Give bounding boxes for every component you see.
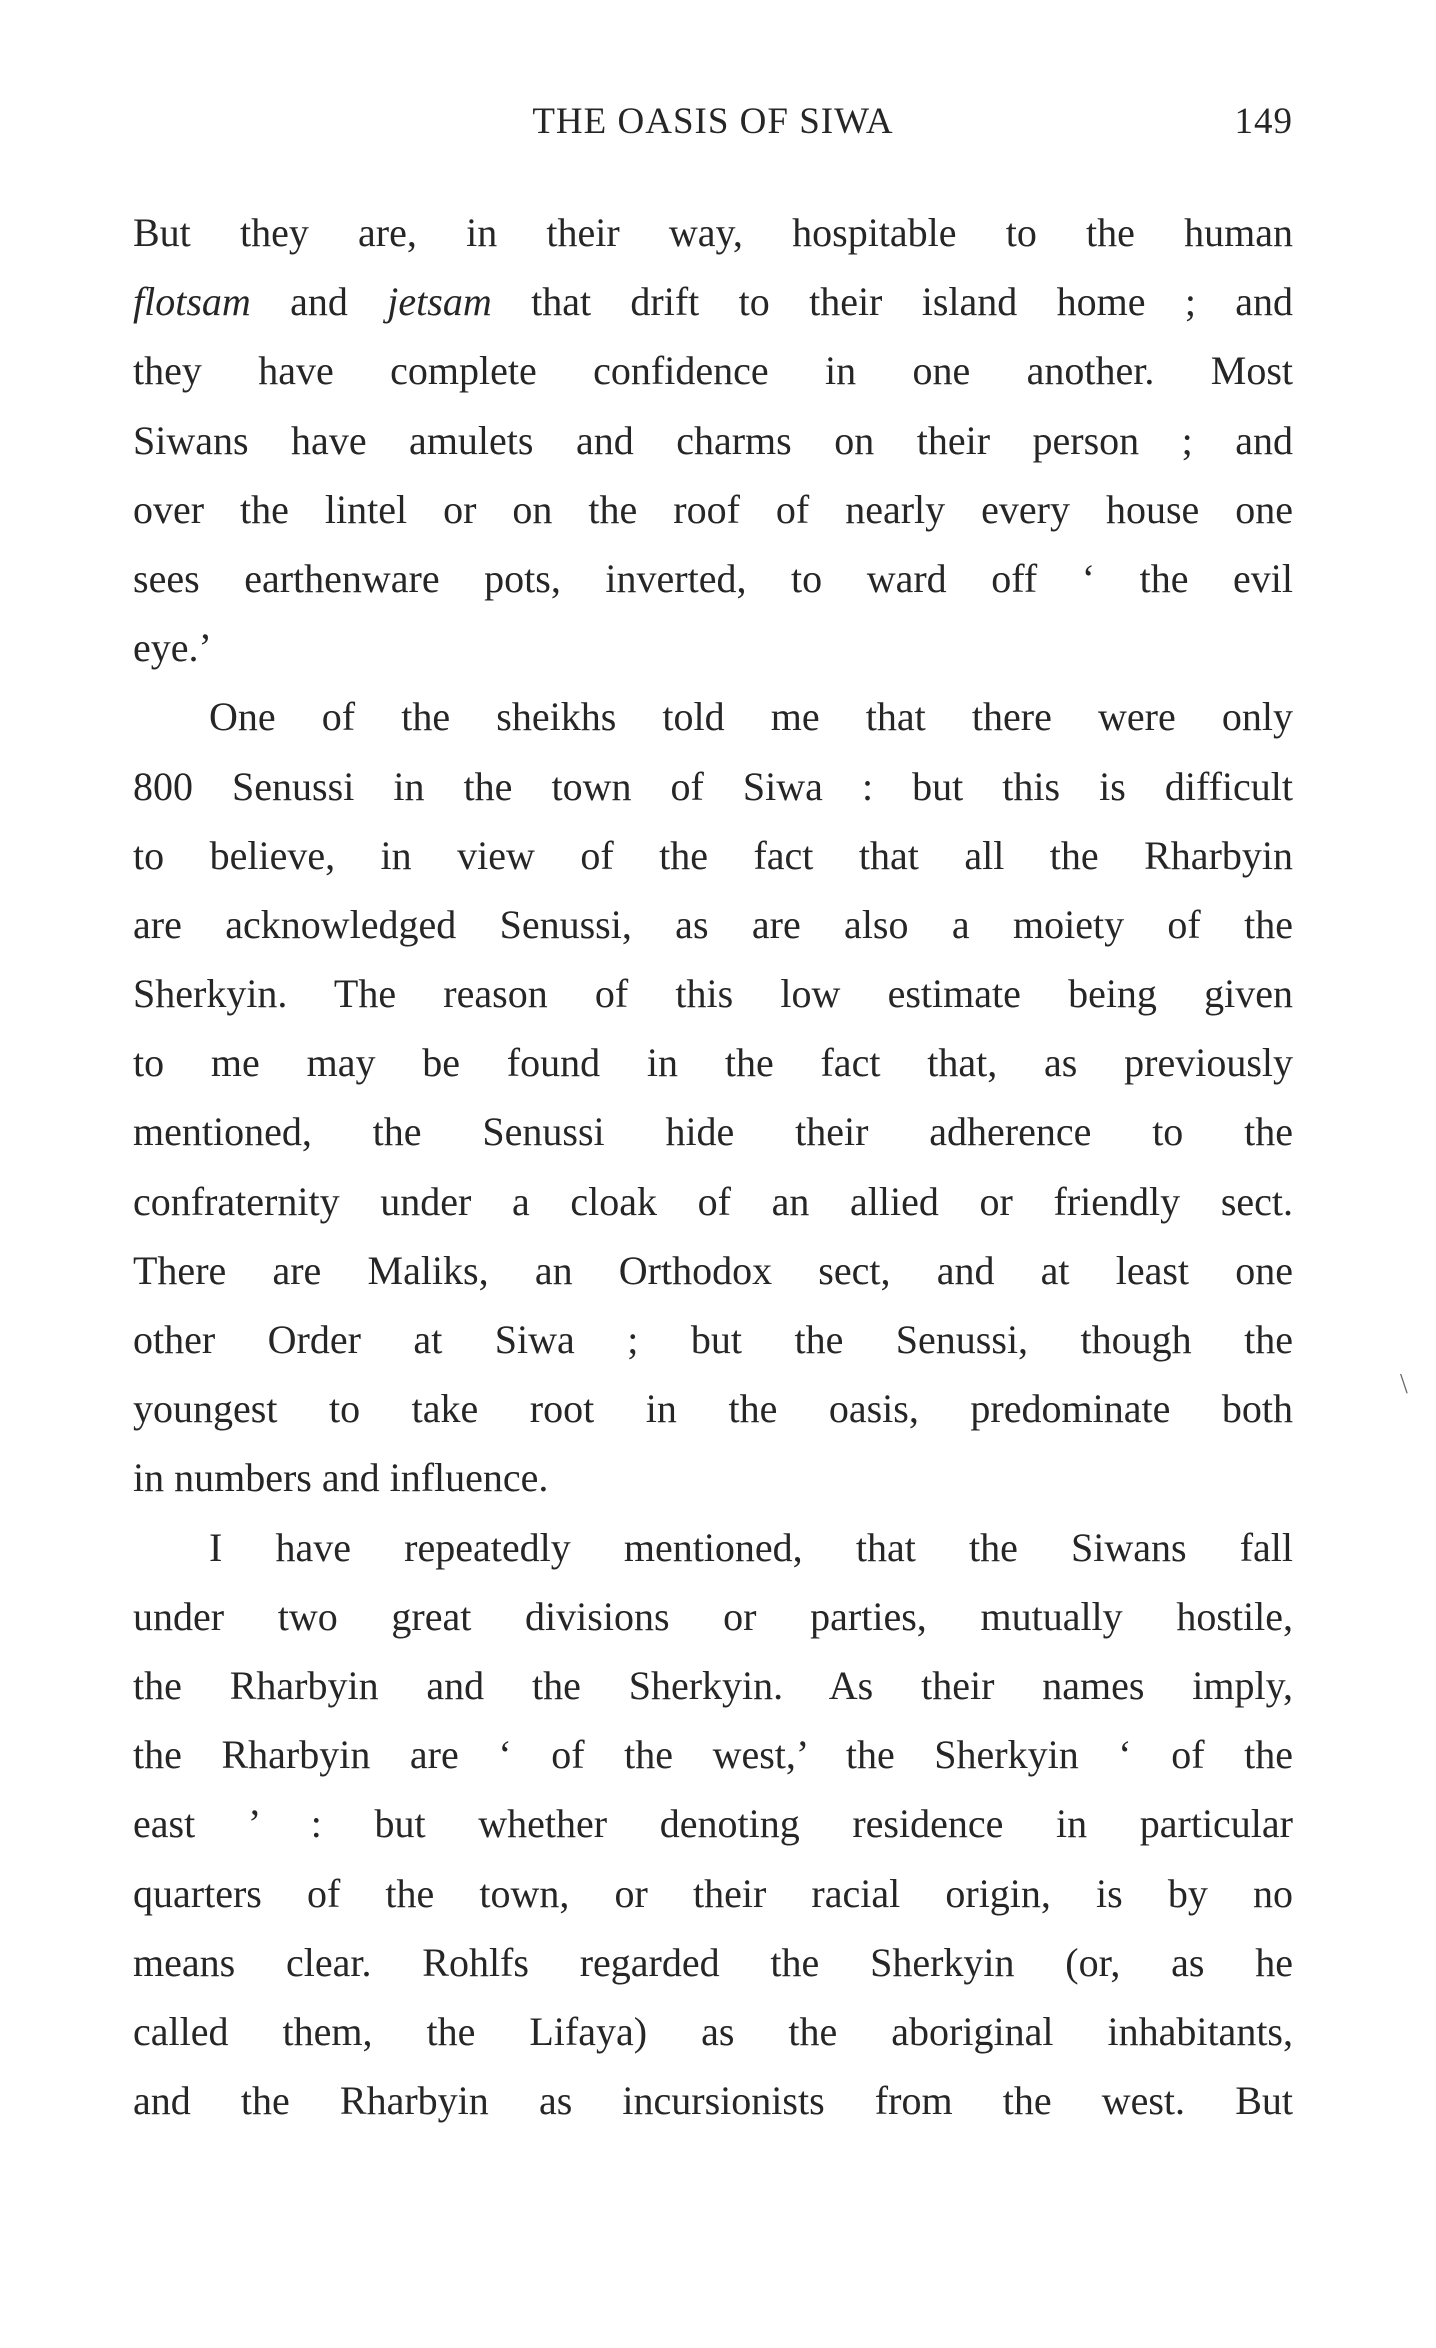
text-line: youngest to take root in the oasis, predominate both [133, 1386, 1293, 1432]
line-remainder: that drift to their island home ; and [531, 279, 1294, 325]
text-line: confraternity under a cloak of an allied or friendly sect. [133, 1178, 1293, 1224]
paragraph-start-line: One of the sheikhs told me that there were only [209, 694, 1293, 740]
text-line-with-italics [133, 267, 1293, 336]
text-line: and the Rharbyin as incursionists from the west. But [133, 2078, 1293, 2124]
text-line: Sherkyin. The reason of this low estimate being given [133, 971, 1293, 1017]
text-line: over the lintel or on the roof of nearly every house one [133, 486, 1293, 532]
text-line: the Rharbyin are ‘ of the west,’ the Sherkyin ‘ of the [133, 1732, 1293, 1778]
text-line: But they are, in their way, hospitable to the human [133, 210, 1293, 255]
text-line: the Rharbyin and the Sherkyin. As their names imply, [133, 1662, 1293, 1708]
italic-term: flotsam [133, 279, 251, 325]
running-title: THE OASIS OF SIWA [532, 101, 894, 142]
text-line: mentioned, the Senussi hide their adherence to the [133, 1109, 1293, 1155]
text-line: are acknowledged Senussi, as are also a moiety of the [133, 901, 1293, 947]
text-line: 800 Senussi in the town of Siwa : but this is difficult [133, 763, 1293, 809]
text-line: east ’ : but whether denoting residence in particular [133, 1801, 1293, 1847]
text-line: quarters of the town, or their racial origin, is by no [133, 1870, 1293, 1916]
margin-mark: \ [1400, 1369, 1408, 1400]
text-line: to believe, in view of the fact that all the Rharbyin [133, 832, 1293, 878]
text-line: sees earthenware pots, inverted, to ward off ‘ the evil [133, 555, 1293, 601]
italic-term: jetsam [387, 279, 492, 325]
text-line: under two great divisions or parties, mutually hostile, [133, 1593, 1293, 1639]
paragraph-start-line: I have repeatedly mentioned, that the Siwans fall [209, 1524, 1293, 1570]
running-head [133, 100, 1293, 148]
conjunction: and [290, 279, 348, 325]
text-line: they have complete confidence in one another. Most [133, 348, 1293, 394]
text-line: other Order at Siwa ; but the Senussi, though the [133, 1317, 1293, 1362]
text-line: called them, the Lifaya) as the aboriginal inhabitants, [133, 2008, 1293, 2054]
text-line: in numbers and influence. [133, 1455, 549, 1501]
page-number: 149 [1234, 101, 1293, 142]
text-line: means clear. Rohlfs regarded the Sherkyin (or, as he [133, 1939, 1293, 1985]
text-line: There are Maliks, an Orthodox sect, and at least one [133, 1247, 1293, 1293]
body-text [133, 198, 1293, 2135]
text-line: eye.’ [133, 625, 212, 671]
text-line: Siwans have amulets and charms on their person ; and [133, 417, 1293, 463]
text-line: to me may be found in the fact that, as previously [133, 1040, 1293, 1086]
